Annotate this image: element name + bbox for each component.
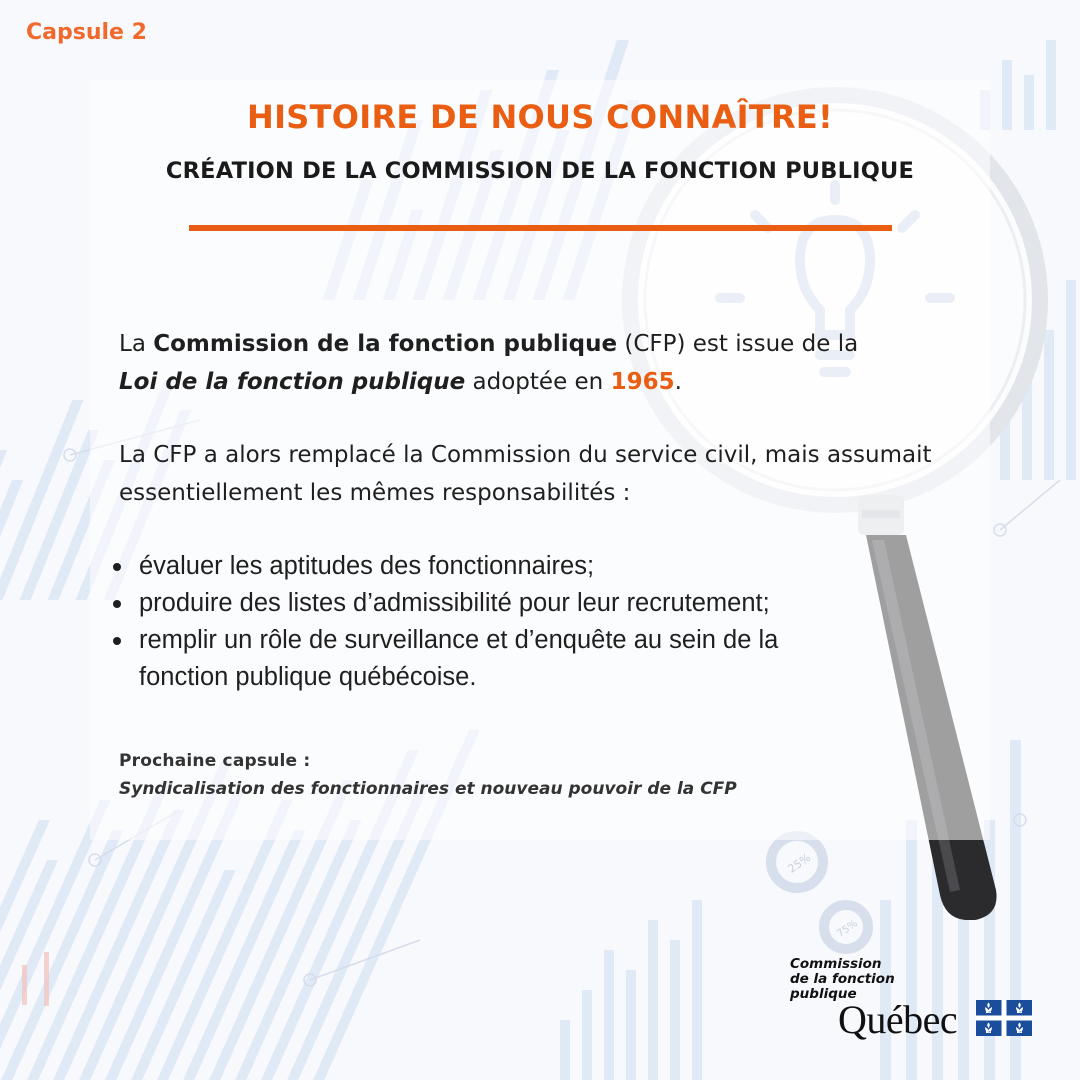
background-bar: [604, 950, 614, 1080]
list-item-text: produire des listes d’admissibilité pour leur recrutement;: [139, 589, 770, 617]
gauge-label-25: 25%: [785, 851, 814, 876]
intro-paragraph: [119, 325, 989, 401]
next-capsule-label: Prochaine capsule :: [119, 751, 311, 771]
intro-text-4: .: [674, 369, 682, 395]
intro-org-name: Commission de la fonction publique: [153, 331, 618, 357]
bullet-icon: [113, 563, 121, 571]
background-bar: [1066, 280, 1076, 480]
context-paragraph: La CFP a alors remplacé la Commission du service civil, mais assumait essentiellement les mêmes responsabilités :: [119, 442, 932, 506]
title-underline: [189, 225, 892, 231]
quebec-fleurdelise-icon: [976, 1000, 1032, 1036]
page-subtitle: CRÉATION DE LA COMMISSION DE LA FONCTION PUBLIQUE: [165, 158, 915, 184]
background-bar: [692, 900, 702, 1080]
list-item-text: remplir un rôle de surveillance et d’enquête au sein de la fonction publique québécoise.: [139, 626, 779, 691]
background-bar: [648, 920, 658, 1080]
intro-year: 1965: [610, 369, 675, 395]
intro-text-3: adoptée en: [465, 369, 611, 395]
list-item-text: évaluer les aptitudes des fonctionnaires;: [139, 552, 595, 580]
list-item: [109, 548, 869, 585]
background-bar: [670, 940, 680, 1080]
background-bar: [1044, 330, 1054, 480]
gauge-label-75: 75%: [835, 918, 860, 940]
capsule-tag: Capsule 2: [26, 20, 147, 45]
quebec-wordmark: Québec: [838, 997, 958, 1042]
next-capsule-title: Syndicalisation des fonctionnaires et nouveau pouvoir de la CFP: [119, 779, 737, 799]
list-item: [109, 585, 869, 622]
page-title: HISTOIRE DE NOUS CONNAÎTRE!: [247, 98, 833, 136]
list-item: [109, 622, 869, 696]
background-bar: [626, 970, 636, 1080]
org-logo-line: publique: [790, 986, 857, 1002]
intro-law-name: Loi de la fonction publique: [119, 369, 466, 395]
org-logo-line: de la fonction: [790, 971, 895, 987]
intro-text-1: La: [119, 331, 154, 357]
responsibilities-list: [109, 548, 869, 696]
background-bar: [560, 1020, 570, 1080]
bullet-icon: [113, 637, 121, 645]
org-logo-line: Commission: [790, 956, 882, 972]
intro-text-2: (CFP) est issue de la: [617, 331, 859, 357]
bullet-icon: [113, 600, 121, 608]
background-bar: [582, 990, 592, 1080]
